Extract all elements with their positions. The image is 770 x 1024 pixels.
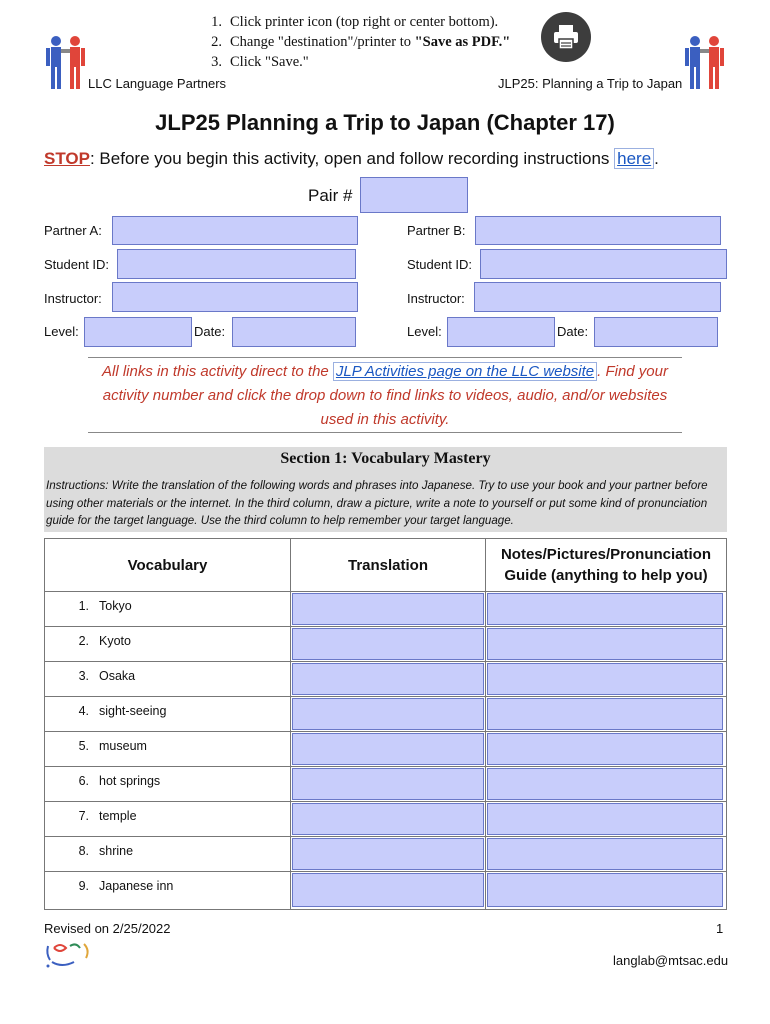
printer-icon xyxy=(551,22,581,52)
column-header-translation: Translation xyxy=(291,539,486,592)
date-a-label: Date: xyxy=(194,324,226,339)
notes-field[interactable] xyxy=(487,873,723,907)
notes-field[interactable] xyxy=(487,733,723,765)
instructor-b-label: Instructor: xyxy=(407,291,465,306)
partner-a-field[interactable] xyxy=(112,216,358,245)
instructor-a-field[interactable] xyxy=(112,282,358,312)
page-number: 1 xyxy=(716,921,724,936)
translation-field[interactable] xyxy=(292,663,484,695)
page-title: JLP25 Planning a Trip to Japan (Chapter 17) xyxy=(155,110,615,135)
vocabulary-table xyxy=(44,538,727,910)
instructor-a-label: Instructor: xyxy=(44,291,102,306)
divider xyxy=(88,432,682,433)
vocab-cell: 3. Osaka xyxy=(45,662,291,696)
student-id-b-field[interactable] xyxy=(480,249,727,279)
student-id-a-label: Student ID: xyxy=(44,257,110,272)
section-instructions: Instructions: Write the translation of the following words and phrases into Japanese. Try to use your book and your partner before using other materials or the internet. In the third column, draw a picture, write a note to yourself or put some kind of pronunciation guide for the target language. Use the third column to help remember your target language. xyxy=(46,479,708,527)
level-b-field[interactable] xyxy=(447,317,555,347)
notes-field[interactable] xyxy=(487,803,723,835)
notes-field[interactable] xyxy=(487,768,723,800)
translation-field[interactable] xyxy=(292,733,484,765)
table-row xyxy=(45,802,726,837)
notes-field[interactable] xyxy=(487,838,723,870)
level-a-field[interactable] xyxy=(84,317,192,347)
print-instructions xyxy=(200,12,510,72)
section-header xyxy=(44,447,727,532)
revised-date: Revised on 2/25/2022 xyxy=(44,921,171,936)
translation-field[interactable] xyxy=(292,698,484,730)
recording-instructions-link[interactable]: here xyxy=(614,148,654,169)
table-row xyxy=(45,872,726,909)
notes-field[interactable] xyxy=(487,628,723,660)
table-row xyxy=(45,627,726,662)
printer-button[interactable] xyxy=(541,12,591,62)
table-row xyxy=(45,767,726,802)
section-title: Section 1: Vocabulary Mastery xyxy=(280,450,491,467)
print-step: 2. Change "destination"/printer to "Save as PDF." xyxy=(211,34,511,50)
notes-field[interactable] xyxy=(487,663,723,695)
notes-field[interactable] xyxy=(487,593,723,625)
table-row xyxy=(45,697,726,732)
partner-a-label: Partner A: xyxy=(44,223,102,238)
column-header-notes: Notes/Pictures/Pronunciation Guide (anything to help you) xyxy=(486,539,726,592)
pair-label: Pair # xyxy=(308,186,353,205)
vocab-cell: 6. hot springs xyxy=(45,767,291,801)
vocab-cell: 8. shrine xyxy=(45,837,291,871)
column-header-vocabulary: Vocabulary xyxy=(45,539,291,592)
partner-b-label: Partner B: xyxy=(407,223,466,238)
date-b-label: Date: xyxy=(557,324,589,339)
instructor-b-field[interactable] xyxy=(474,282,721,312)
translation-field[interactable] xyxy=(292,768,484,800)
language-lab-logo-icon xyxy=(44,940,100,970)
language-partners-logo xyxy=(44,34,88,90)
student-id-a-field[interactable] xyxy=(117,249,356,279)
level-a-label: Level: xyxy=(44,324,79,339)
activity-links-note: All links in this activity direct to the JLP Activities page on the LLC website . Find your activity number and click the drop down to find links to videos, audio, and/or websites used in this activity. xyxy=(102,363,668,428)
contact-email: langlab@mtsac.edu xyxy=(613,953,729,968)
vocab-cell: 9. Japanese inn xyxy=(45,872,291,909)
vocab-cell: 7. temple xyxy=(45,802,291,836)
translation-field[interactable] xyxy=(292,838,484,870)
translation-field[interactable] xyxy=(292,628,484,660)
jlp-activities-link[interactable]: JLP Activities page on the LLC website xyxy=(333,362,597,381)
stop-word: STOP xyxy=(44,149,90,168)
notes-field[interactable] xyxy=(487,698,723,730)
translation-field[interactable] xyxy=(292,803,484,835)
vocab-cell: 5. museum xyxy=(45,732,291,766)
translation-field[interactable] xyxy=(292,593,484,625)
print-step: 3. Click "Save." xyxy=(211,54,309,70)
table-row xyxy=(45,662,726,697)
pair-number-field[interactable] xyxy=(360,177,468,213)
table-row xyxy=(45,732,726,767)
language-partners-logo xyxy=(683,34,727,90)
table-row xyxy=(45,837,726,872)
student-id-b-label: Student ID: xyxy=(407,257,473,272)
header-activity: JLP25: Planning a Trip to Japan xyxy=(498,76,683,91)
table-row xyxy=(45,592,726,627)
level-b-label: Level: xyxy=(407,324,442,339)
print-step: 1. Click printer icon (top right or center bottom). xyxy=(211,14,499,30)
divider xyxy=(88,357,682,358)
translation-field[interactable] xyxy=(292,873,484,907)
date-b-field[interactable] xyxy=(594,317,718,347)
header-org: LLC Language Partners xyxy=(88,76,227,91)
vocab-cell: 1. Tokyo xyxy=(45,592,291,626)
partner-b-field[interactable] xyxy=(475,216,721,245)
vocab-cell: 2. Kyoto xyxy=(45,627,291,661)
vocab-cell: 4. sight-seeing xyxy=(45,697,291,731)
date-a-field[interactable] xyxy=(232,317,356,347)
stop-notice: STOP: Before you begin this activity, open and follow recording instructions here . xyxy=(44,149,659,168)
